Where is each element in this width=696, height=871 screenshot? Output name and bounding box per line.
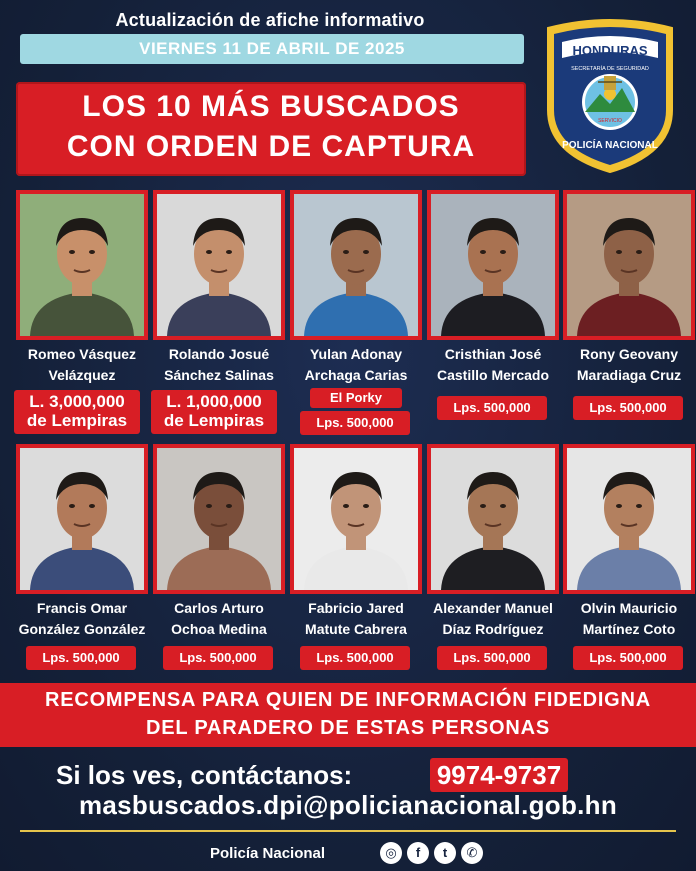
wanted-name-line-2: Maradiaga Cruz [576, 367, 682, 383]
contact-phone[interactable]: 9974-9737 [430, 758, 568, 792]
update-title: Actualización de afiche informativo [115, 10, 425, 30]
reward-badge: Lps. 500,000 [573, 646, 683, 670]
wanted-name-line-1: Romeo Vásquez [27, 346, 137, 362]
whatsapp-icon[interactable]: ✆ [461, 842, 483, 864]
reward-banner-line-2: DEL PARADERO DE ESTAS PERSONAS [145, 717, 551, 739]
wanted-photo [563, 190, 695, 340]
wanted-photo [290, 444, 422, 594]
wanted-name-line-1: Fabricio Jared [308, 600, 404, 616]
wanted-name-line-2: Archaga Carias [304, 367, 408, 383]
badge-motto-text: SERVICIO [598, 118, 622, 124]
headline-line-1: LOS 10 MÁS BUSCADOS [82, 90, 460, 123]
wanted-name-line-2: Castillo Mercado [436, 367, 550, 383]
portrait-image [157, 194, 281, 336]
badge-institution-text: POLICÍA NACIONAL [562, 140, 658, 151]
wanted-name-line-2: Velázquez [48, 367, 116, 383]
portrait-image [431, 194, 555, 336]
footer-brand: Policía Nacional [210, 845, 326, 862]
portrait-image [567, 194, 691, 336]
wanted-photo [427, 444, 559, 594]
wanted-alias: El Porky [310, 388, 402, 408]
wanted-name-line-2: González González [18, 621, 146, 637]
wanted-name-line-2: Ochoa Medina [171, 621, 267, 637]
badge-country-text: HONDURAS [572, 43, 648, 58]
reward-amount: L. 3,000,000 [29, 392, 125, 411]
wanted-photo [427, 190, 559, 340]
wanted-name-line-1: Cristhian José [444, 346, 542, 362]
reward-badge: Lps. 500,000 [437, 646, 547, 670]
headline-line-2: CON ORDEN DE CAPTURA [66, 130, 476, 163]
wanted-name-line-1: Francis Omar [36, 600, 128, 616]
reward-badge: Lps. 500,000 [300, 411, 410, 435]
reward-badge: Lps. 500,000 [300, 646, 410, 670]
wanted-name-line-2: Sánchez Salinas [164, 367, 274, 383]
twitter-icon[interactable]: t [434, 842, 456, 864]
reward-badge [14, 390, 140, 434]
headline-box [16, 82, 526, 176]
portrait-image [157, 448, 281, 590]
facebook-icon[interactable]: f [407, 842, 429, 864]
reward-banner-line-1: RECOMPENSA PARA QUIEN DE INFORMACIÓN FIDEDIGNA [44, 689, 652, 711]
wanted-photo [16, 190, 148, 340]
wanted-name-line-2: Matute Cabrera [305, 621, 407, 637]
portrait-image [567, 448, 691, 590]
portrait-image [20, 194, 144, 336]
wanted-photo [153, 444, 285, 594]
reward-badge: Lps. 500,000 [437, 396, 547, 420]
reward-banner [0, 683, 696, 747]
contact-row [0, 758, 696, 794]
wanted-name-line-1: Yulan Adonay [309, 346, 403, 362]
police-shield-icon [540, 14, 680, 174]
reward-badge: Lps. 500,000 [163, 646, 273, 670]
reward-badge [151, 390, 277, 434]
wanted-name-line-1: Alexander Manuel [433, 600, 553, 616]
wanted-name-line-1: Rony Geovany [579, 346, 679, 362]
wanted-name-line-1: Rolando Josué [168, 346, 270, 362]
reward-badge: Lps. 500,000 [26, 646, 136, 670]
wanted-photo [153, 190, 285, 340]
wanted-name-line-2: Díaz Rodríguez [442, 621, 544, 637]
contact-email[interactable]: masbuscados.dpi@policianacional.gob.hn [78, 790, 618, 820]
wanted-name-line-1: Carlos Arturo [174, 600, 264, 616]
badge-ministry-text: SECRETARÍA DE SEGURIDAD [571, 66, 649, 72]
reward-currency: de Lempiras [26, 411, 128, 430]
contact-label: Si los ves, contáctanos: [56, 760, 353, 790]
portrait-image [431, 448, 555, 590]
reward-currency: de Lempiras [163, 411, 265, 430]
instagram-icon[interactable]: ◎ [380, 842, 402, 864]
wanted-photo [563, 444, 695, 594]
portrait-image [294, 194, 418, 336]
date-banner: VIERNES 11 DE ABRIL DE 2025 [20, 34, 524, 64]
portrait-image [294, 448, 418, 590]
reward-badge: Lps. 500,000 [573, 396, 683, 420]
wanted-name-line-1: Olvin Mauricio [580, 600, 678, 616]
portrait-image [20, 448, 144, 590]
wanted-name-line-2: Martínez Coto [582, 621, 676, 637]
divider [20, 830, 676, 832]
reward-amount: L. 1,000,000 [166, 392, 262, 411]
wanted-photo [290, 190, 422, 340]
wanted-photo [16, 444, 148, 594]
